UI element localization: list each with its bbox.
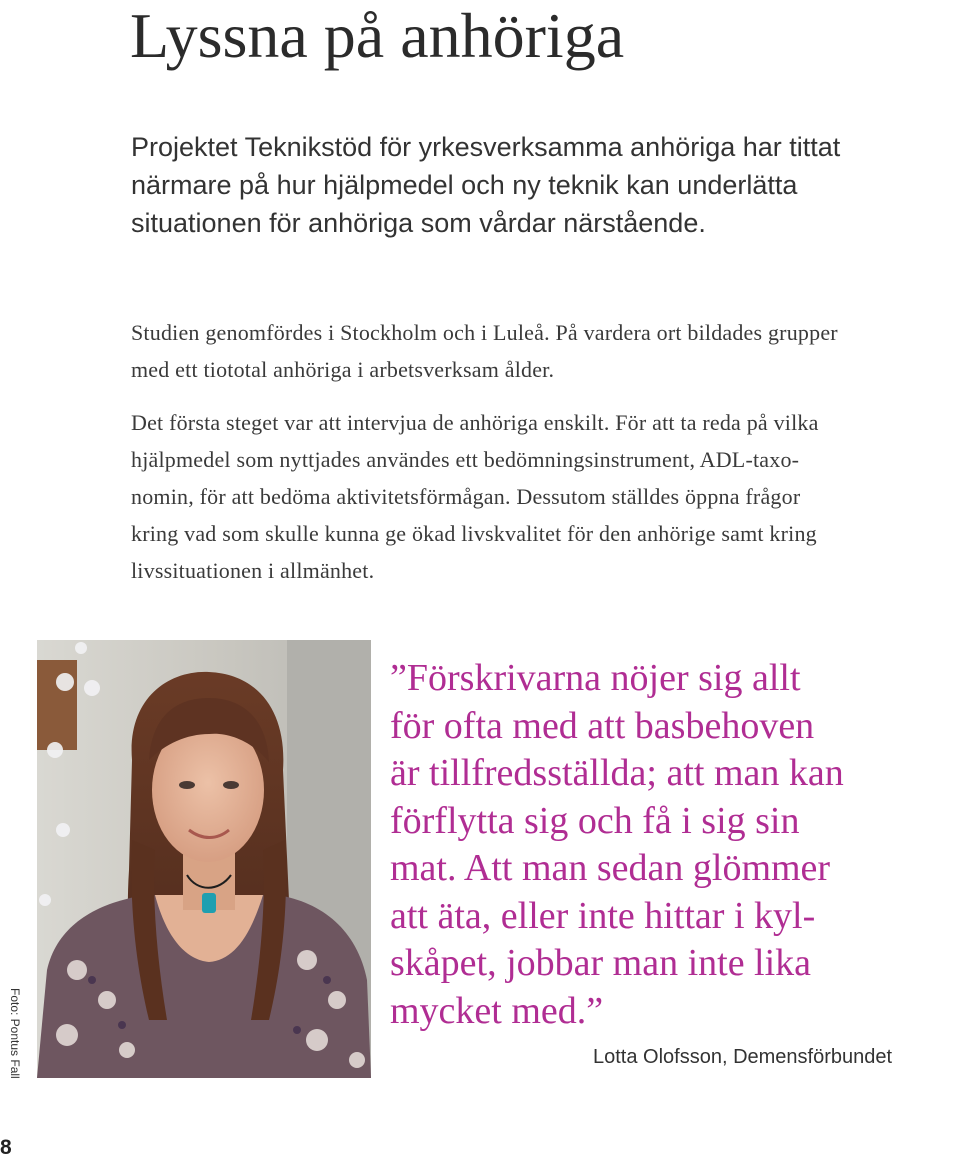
lead-paragraph [131,128,931,242]
photo-credit: Foto: Pontus Fall [8,988,22,1079]
quote-line: mycket med.” [390,989,604,1032]
body-line: nomin, för att bedöma aktivitetsförmågan. Dessutom ställdes öppna frågor [131,484,801,509]
body-paragraph-1 [131,314,960,388]
body-line: Det första steget var att intervjua de anhöriga enskilt. För att ta reda på vilka [131,410,819,435]
body-line: livssituationen i allmänhet. [131,558,375,583]
quote-line: ”Förskrivarna nöjer sig allt [390,657,801,699]
body-paragraph-2 [131,404,960,589]
quote-line: är tillfredsställda; att man kan [390,752,844,794]
lead-line: Projektet Teknikstöd för yrkesverksamma anhöriga har tittat [131,132,841,162]
body-line: hjälpmedel som nyttjades användes ett bedömningsinstrument, ADL-taxo- [131,447,800,472]
body-line: med ett tiototal anhöriga i arbetsverksam ålder. [131,357,555,382]
lead-line: närmare på hur hjälpmedel och ny teknik kan underlätta [131,170,798,200]
body-line: kring vad som skulle kunna ge ökad livskvalitet för den anhörige samt kring [131,521,817,546]
body-line: Studien genomfördes i Stockholm och i Luleå. På vardera ort bildades grupper [131,320,838,345]
quote-attribution: Lotta Olofsson, Demensförbundet [593,1046,893,1068]
page-number: 8 [0,1136,12,1159]
page-title: Lyssna på anhöriga [130,0,625,71]
portrait-photo [37,640,371,1078]
quote-line: skåpet, jobbar man inte lika [390,942,812,984]
pull-quote [390,655,950,1035]
quote-line: mat. Att man sedan glömmer [390,847,831,889]
quote-line: för ofta med att basbehoven [390,704,815,747]
quote-line: förflytta sig och få i sig sin [390,799,800,842]
lead-line: situationen för anhöriga som vårdar närstående. [131,208,706,238]
quote-line: att äta, eller inte hittar i kyl- [390,894,816,937]
